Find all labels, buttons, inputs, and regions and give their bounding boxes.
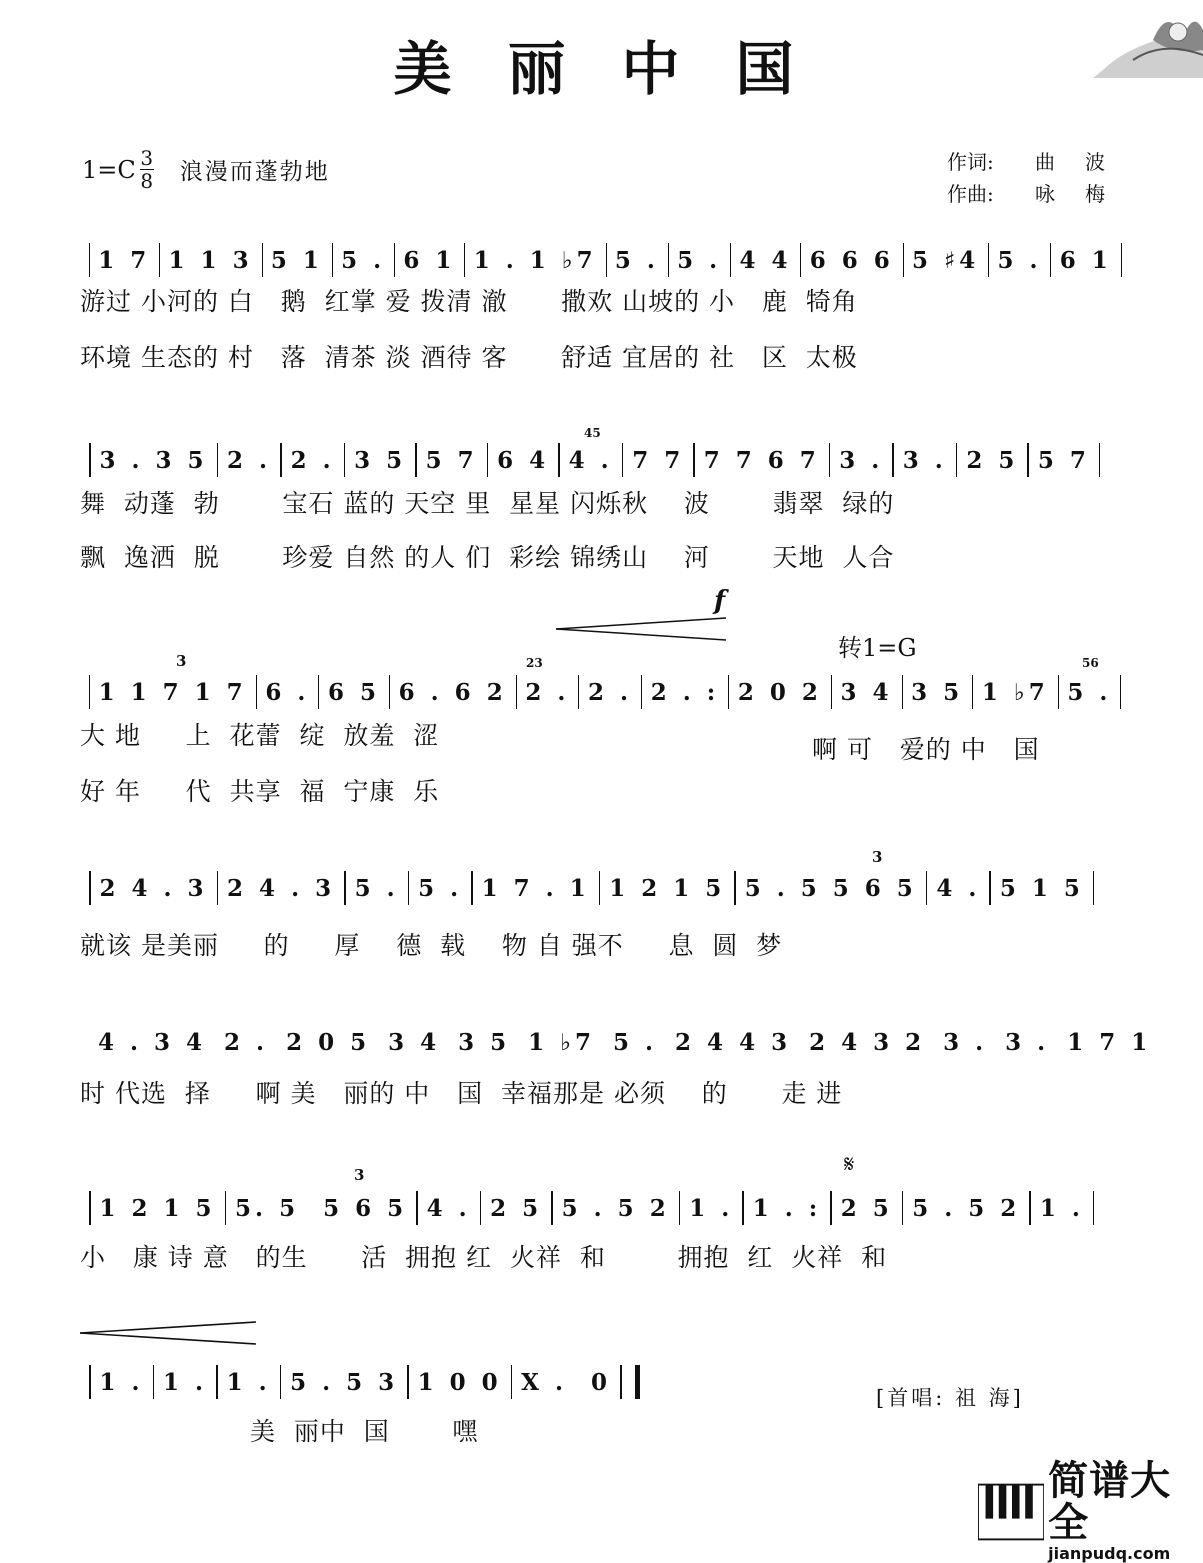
measure: 3 . <box>839 447 883 474</box>
lyric-line-2: 环境 生态的 村 落 清茶 淡 酒待 客 舒适 宜居的 社 区 太极 <box>80 338 858 374</box>
barline <box>1027 443 1029 477</box>
lyric-line-1: 就该 是美丽 的 厚 德 载 物 自 强不 息 圆 梦 <box>80 926 782 962</box>
measure: 2 4 . 3 <box>227 875 335 902</box>
barline <box>902 675 903 709</box>
crescendo-hairpin-icon <box>556 612 728 646</box>
measure: 5 . 5 2 <box>912 1195 1020 1222</box>
barline <box>89 871 91 905</box>
measure: 5 1 <box>271 247 323 274</box>
lyric-line-1: 游过 小河的 白 鹅 红掌 爱 拨清 澈 撒欢 山坡的 小 鹿 犄角 <box>80 282 858 318</box>
barline <box>217 871 219 905</box>
logo-url[interactable]: jianpudq.com <box>1048 1544 1203 1563</box>
barline <box>217 443 219 477</box>
measure: 5. 5 5 6 5 <box>235 1195 407 1222</box>
measure: 5 . <box>418 875 462 902</box>
barline <box>415 443 417 477</box>
lyric-line-1: 时 代选 择 啊 美 丽的 中 国 幸福那是 必须 的 走 进 <box>80 1074 842 1110</box>
barline <box>216 1365 218 1399</box>
barline <box>558 443 560 477</box>
triplet-mark: 3 <box>176 652 186 670</box>
measure: 1 7 <box>98 247 150 274</box>
barline <box>516 675 517 709</box>
time-signature <box>140 148 154 191</box>
barline <box>318 675 319 709</box>
logo-text: 简谱大全 <box>1048 1460 1203 1544</box>
notes-row <box>80 1188 1130 1228</box>
measure: 5 . <box>677 247 721 274</box>
barline <box>416 1191 418 1225</box>
measure: 1 . <box>227 1369 271 1396</box>
measure: 2 5 <box>490 1195 542 1222</box>
time-bottom: 8 <box>140 171 153 191</box>
measure: 4 . <box>427 1195 471 1222</box>
measure: X . 0 <box>521 1369 611 1396</box>
measure: 3 . 3 5 <box>100 447 208 474</box>
barline <box>153 1365 155 1399</box>
notes-row <box>80 440 1130 480</box>
barline <box>344 871 346 905</box>
measure: 2 0 5 <box>286 1029 370 1056</box>
measure: 2 . <box>588 679 632 706</box>
barline <box>89 443 91 477</box>
modulation-marking: 转1=G <box>838 628 917 663</box>
barline <box>902 1191 904 1225</box>
barline <box>1093 871 1095 905</box>
barline <box>1099 443 1101 477</box>
barline <box>679 1191 681 1225</box>
measure: 1 1 3 <box>169 247 253 274</box>
measure: 6 . <box>265 679 309 706</box>
barline <box>89 1191 91 1225</box>
measure: 7 7 6 7 <box>704 447 820 474</box>
barline <box>551 1191 553 1225</box>
lyric-line-1: 舞 动蓬 勃 宝石 蓝的 天空 里 星星 闪烁秋 波 翡翠 绿的 <box>80 484 894 520</box>
measure: 6 1 <box>1060 247 1112 274</box>
composer-name: 咏梅 <box>1035 178 1135 210</box>
measure: 2 4 . 3 <box>100 875 208 902</box>
triplet-mark: 3 <box>354 1166 364 1184</box>
measure: 5 . <box>341 247 385 274</box>
barline <box>487 443 489 477</box>
measure: 3 4 <box>388 1029 440 1056</box>
song-title: 美丽中国 <box>0 22 1203 106</box>
barline <box>831 675 832 709</box>
triplet-mark: 3 <box>872 848 882 866</box>
barline <box>511 1365 513 1399</box>
barline <box>742 1191 744 1225</box>
barline <box>1058 675 1059 709</box>
barline <box>408 871 410 905</box>
measure: 6 5 <box>328 679 380 706</box>
measure: 5 . <box>997 247 1041 274</box>
measure: 2 . <box>227 447 271 474</box>
lyric-line-2: 好 年 代 共享 福 宁康 乐 <box>80 772 439 808</box>
grace-note: 45 <box>584 426 601 440</box>
measure: 6 4 <box>497 447 549 474</box>
segno-icon: 𝄋 <box>844 1150 854 1178</box>
lyric-line-1: 小 康 诗 意 的生 活 拥抱 红 火祥 和 拥抱 红 火祥 和 <box>80 1238 887 1274</box>
barline <box>956 443 958 477</box>
barline <box>693 443 695 477</box>
singer-credit: [首唱: 祖 海] <box>876 1382 1024 1412</box>
measure: 1 2 1 5 <box>100 1195 216 1222</box>
measure: 2 . : <box>651 679 720 706</box>
time-top: 3 <box>140 148 153 168</box>
measure: 3 5 <box>911 679 963 706</box>
measure: 1 . : <box>753 1195 822 1222</box>
barline <box>280 1365 282 1399</box>
barline <box>389 675 390 709</box>
measure: 1 ♭7 <box>982 679 1049 706</box>
lyricist-label: 作词: <box>947 146 1035 178</box>
barline <box>1029 1191 1031 1225</box>
measure: 3 5 <box>458 1029 510 1056</box>
measure: 2 . <box>224 1029 268 1056</box>
measure: 6 . 6 2 <box>399 679 507 706</box>
barline <box>599 871 601 905</box>
measure: 5 . 5 3 <box>290 1369 398 1396</box>
measure: 3 . <box>903 447 947 474</box>
barline <box>225 1191 227 1225</box>
barline <box>89 1365 91 1399</box>
composer-label: 作曲: <box>947 178 1035 210</box>
barline <box>622 443 624 477</box>
measure: 5 . <box>615 247 659 274</box>
barline <box>280 443 282 477</box>
measure: 1 . 1 ♭7 <box>474 247 597 274</box>
barline <box>344 443 346 477</box>
tempo-marking: 浪漫而蓬勃地 <box>180 153 330 186</box>
measure: 5 . <box>613 1029 657 1056</box>
measure: 2 0 2 <box>738 679 822 706</box>
measure: 1 . <box>100 1369 144 1396</box>
barline <box>578 675 579 709</box>
lyric-line-1: 大 地 上 花蕾 绽 放羞 涩 <box>80 716 439 752</box>
measure: 5 7 <box>426 447 478 474</box>
measure: 1 7 1 <box>1067 1029 1151 1056</box>
measure: 1 . <box>163 1369 207 1396</box>
final-barline <box>635 1365 640 1399</box>
decrescendo-hairpin-icon <box>80 1318 260 1348</box>
key-signature <box>82 148 330 191</box>
key-label: 1=C <box>82 156 136 184</box>
measure: 2 5 <box>841 1195 893 1222</box>
barline <box>892 443 894 477</box>
barline <box>972 675 973 709</box>
barline <box>407 1365 409 1399</box>
barline <box>728 675 729 709</box>
barline <box>89 675 90 709</box>
lyric-line-2: 飘 逸洒 脱 珍爱 自然 的人 们 彩绘 锦绣山 河 天地 人合 <box>80 538 894 574</box>
measure: 3 . <box>1005 1029 1049 1056</box>
grace-note: 23 <box>526 656 543 670</box>
barline <box>830 1191 832 1225</box>
site-logo <box>978 1460 1203 1563</box>
measure: 2 4 3 2 <box>809 1029 925 1056</box>
credits <box>947 146 1135 210</box>
measure: 1 . <box>689 1195 733 1222</box>
measure: 2 . <box>291 447 335 474</box>
notes-row <box>80 1022 1130 1062</box>
grace-note: 56 <box>1082 656 1099 670</box>
measure: 2 5 <box>966 447 1018 474</box>
barline <box>471 871 473 905</box>
measure: 4 4 <box>739 247 791 274</box>
notes-row <box>80 240 1130 280</box>
barline <box>480 1191 482 1225</box>
dynamic-forte: f <box>714 586 725 616</box>
barline <box>734 871 736 905</box>
lyric-line-1: 美 丽中 国 嘿 <box>80 1412 478 1448</box>
barline <box>989 871 991 905</box>
measure: 4 . 3 4 <box>98 1029 206 1056</box>
barline <box>620 1365 622 1399</box>
measure: 1 0 0 <box>418 1369 502 1396</box>
piano-keys-icon <box>978 1483 1044 1541</box>
measure: 5 . <box>1067 679 1111 706</box>
measure: 5 1 5 <box>1000 875 1084 902</box>
barline <box>829 443 831 477</box>
barline <box>926 871 928 905</box>
measure: 2 4 4 3 <box>675 1029 791 1056</box>
measure: 1 . <box>1040 1195 1084 1222</box>
measure: 3 . <box>943 1029 987 1056</box>
measure: 4 . <box>569 447 613 474</box>
lotus-decoration-icon <box>1093 0 1203 78</box>
barline <box>1120 675 1121 709</box>
lyricist-name: 曲波 <box>1035 146 1135 178</box>
lyric-line-right: 啊 可 爱的 中 国 <box>812 730 1040 766</box>
measure: 6 6 6 <box>810 247 894 274</box>
measure: 1 7 . 1 <box>482 875 590 902</box>
measure: 3 4 <box>841 679 893 706</box>
measure: 1 ♭7 <box>528 1029 595 1056</box>
measure: 7 7 <box>632 447 684 474</box>
measure: 3 5 <box>354 447 406 474</box>
barline <box>256 675 257 709</box>
measure: 1 1 7 1 7 <box>99 679 247 706</box>
measure: 5 . 5 5 6 5 <box>745 875 917 902</box>
notes-row <box>80 672 1130 712</box>
notes-row <box>80 868 1130 908</box>
measure: 5 . <box>355 875 399 902</box>
measure: 6 1 <box>403 247 455 274</box>
barline <box>641 675 642 709</box>
measure: 4 . <box>936 875 980 902</box>
measure: 5 ♯4 <box>912 247 979 274</box>
measure: 5 7 <box>1038 447 1090 474</box>
measure: 5 . 5 2 <box>562 1195 670 1222</box>
measure: 1 2 1 5 <box>609 875 725 902</box>
barline <box>1093 1191 1095 1225</box>
measure: 2 . <box>525 679 569 706</box>
